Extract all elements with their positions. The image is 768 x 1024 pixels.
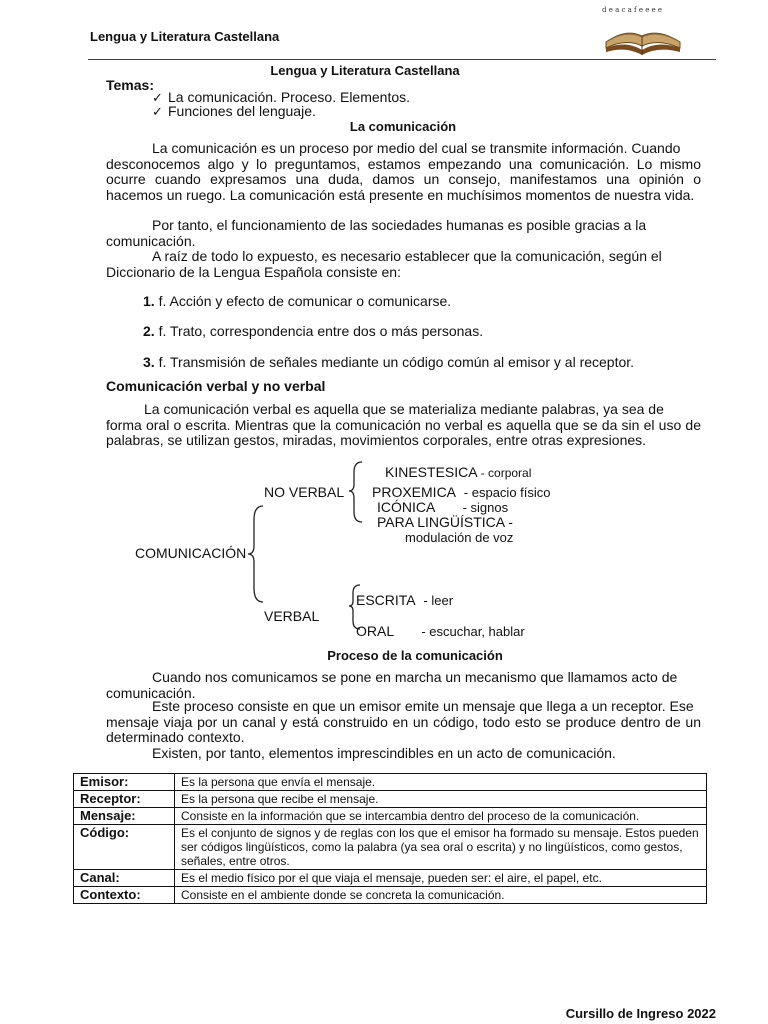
paragraph-7: Existen, por tanto, elementos imprescindibles en un acto de comunicación. [152,745,616,761]
diagram-proxemica: PROXEMICA - espacio físico [372,484,551,500]
elements-table [73,773,707,904]
table-key: Mensaje: [74,808,175,825]
logo-letters: d e a c a f e e e e [602,6,663,14]
diagram-verbal: VERBAL [264,608,320,624]
table-key: Contexto: [74,887,175,904]
table-row [74,870,707,887]
checkmark-icon: ✓ [152,104,163,119]
diagram-paralinguistica: PARA LINGÜÍSTICA - [377,514,513,530]
table-row [74,808,707,825]
table-key: Canal: [74,870,175,887]
table-value: Es la persona que recibe el mensaje. [175,791,707,808]
communication-diagram [130,458,590,644]
table-key: Código: [74,825,175,870]
definition-item: 2. f. Trato, correspondencia entre dos o más personas. [143,323,484,339]
section-title-verbal: Comunicación verbal y no verbal [106,378,326,394]
checkmark-icon: ✓ [152,90,163,105]
paragraph-5: Cuando nos comunicamos se pone en marcha un mecanismo que llamamos acto de comunicación. [106,669,678,701]
paragraph-1: La comunicación es un proceso por medio del cual se transmite información. Cuando desconocemos algo y lo preguntamos, estamos empezando una comunicación. Lo mismo ocurre cuando expresamos una duda, damos un consejo, manifestamos una opinión o hacemos un ruego. La comunicación está presente en muchísimos momentos de nuestra vida. [106,140,701,203]
paragraph-6: Este proceso consiste en que un emisor emite un mensaje que llega a un receptor. Ese mensaje viaja por un canal y está construido en un código, todo esto se produce dentro de un determinado contexto. [106,698,701,745]
diagram-root: COMUNICACIÓN [135,545,247,561]
open-book-icon [596,2,688,58]
header-rule [88,59,716,60]
paragraph-2: Por tanto, el funcionamiento de las sociedades humanas es posible gracias a la comunicación. [106,217,647,249]
tema-item: ✓ Funciones del lenguaje. [152,103,316,119]
table-key: Emisor: [74,774,175,791]
table-key: Receptor: [74,791,175,808]
diagram-no-verbal: NO VERBAL [264,484,345,500]
tema-item: ✓ La comunicación. Proceso. Elementos. [152,89,411,105]
section-title-proceso: Proceso de la comunicación [327,648,503,663]
table-value: Consiste en la información que se intercambia dentro del proceso de la comunicación. [175,808,707,825]
page-header-title: Lengua y Literatura Castellana [90,29,280,44]
diagram-paralinguistica-note: modulación de voz [405,530,514,545]
paragraph-3: A raíz de todo lo expuesto, es necesario establecer que la comunicación, según el Diccionario de la Lengua Española consiste en: [106,248,662,280]
definition-item: 3. f. Transmisión de señales mediante un código común al emisor y al receptor. [143,354,635,370]
section-title-comunicacion: La comunicación [349,119,457,134]
doc-title: Lengua y Literatura Castellana [270,63,460,78]
page-footer: Cursillo de Ingreso 2022 [565,1006,716,1021]
table-value: Consiste en el ambiente donde se concreta la comunicación. [175,887,707,904]
table-row [74,774,707,791]
table-row [74,887,707,904]
table-value: Es la persona que envía el mensaje. [175,774,707,791]
paragraph-4: La comunicación verbal es aquella que se materializa mediante palabras, ya sea de forma oral o escrita. Mientras que la comunicación no verbal es aquella que se da sin el uso de palabras, se utilizan gestos, miradas, movimientos corporales, entre otras expresiones. [106,401,701,448]
book-logo [596,2,688,58]
temas-label: Temas: [106,77,154,93]
diagram-kinestesica: KINESTESICA - corporal [385,464,532,480]
diagram-iconica: ICÓNICA - signos [377,499,509,515]
table-value: Es el conjunto de signos y de reglas con los que el emisor ha formado su mensaje. Estos pueden ser códigos lingüísticos, como la palabra (ya sea oral o escrita) y no lingüísticos, como gestos, señales, entre otros. [175,825,707,870]
table-row [74,791,707,808]
table-value: Es el medio físico por el que viaja el mensaje, pueden ser: el aire, el papel, etc. [175,870,707,887]
table-row [74,825,707,870]
diagram-oral: ORAL - escuchar, hablar [356,623,525,639]
diagram-escrita: ESCRITA - leer [356,592,454,608]
definition-item: 1. f. Acción y efecto de comunicar o comunicarse. [143,293,452,309]
